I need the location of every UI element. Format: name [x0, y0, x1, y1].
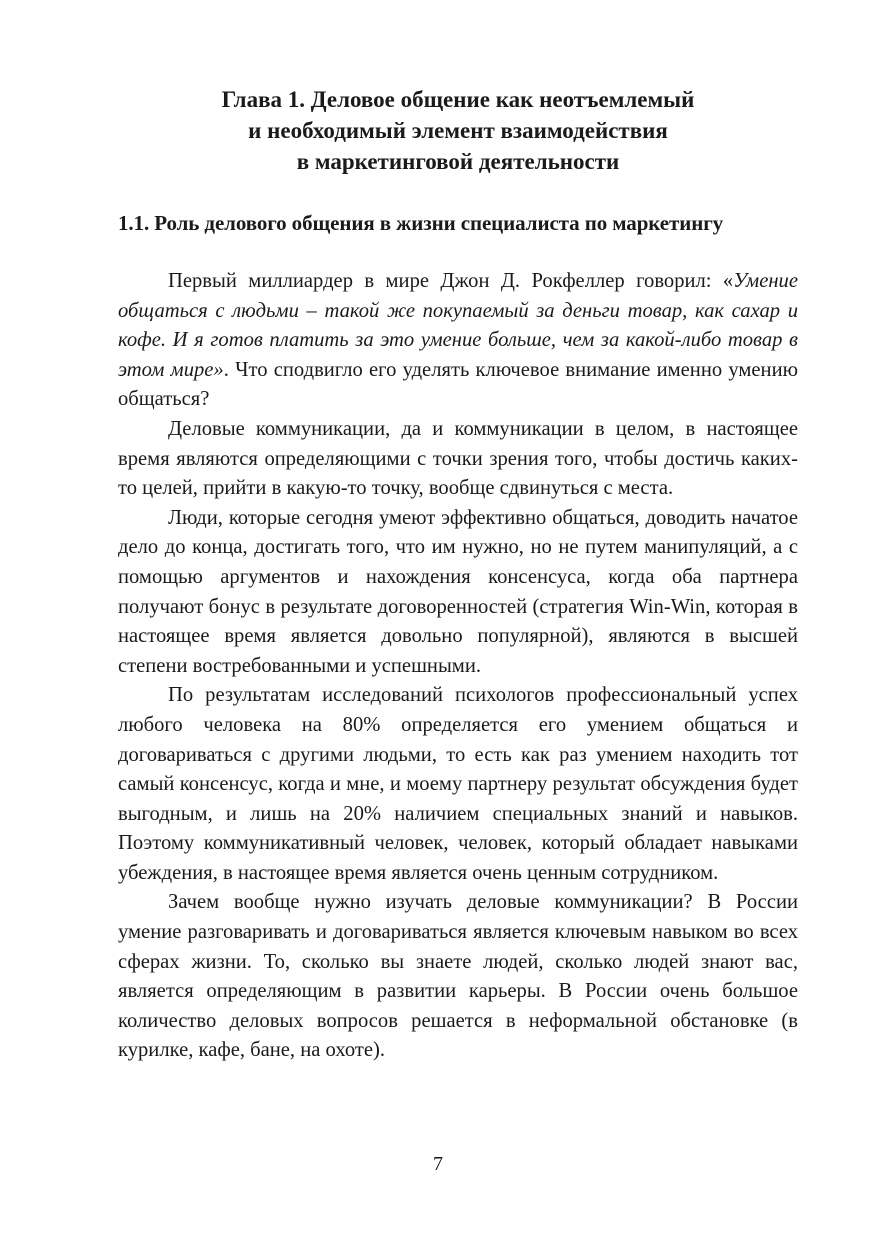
paragraph-1-tail: . Что сподвигло его уделять ключевое внимание именно умению общаться? — [118, 358, 798, 411]
body-text — [118, 267, 798, 1066]
chapter-title-line-2: и необходимый элемент взаимодействия — [248, 118, 668, 143]
chapter-title — [118, 84, 798, 177]
page-number: 7 — [433, 1153, 443, 1175]
paragraph-2: Деловые коммуникации, да и коммуникации в целом, в настоящее время являются определяющими с точки зрения того, чтобы достичь каких-то целей, прийти в какую-то точку, вообще сдвинуться с места. — [118, 417, 798, 500]
paragraph-5: Зачем вообще нужно изучать деловые коммуникации? В России умение разговаривать и договариваться является ключевым навыком во всех сферах жизни. То, сколько вы знаете людей, сколько людей знают вас, является определяющим в развитии карьеры. В России очень большое количество деловых вопросов решается в неформальной обстановке (в курилке, кафе, бане, на охоте). — [118, 891, 798, 1062]
chapter-title-line-3: в маркетинговой деятельности — [296, 149, 620, 174]
section-title: 1.1. Роль делового общения в жизни специалиста по маркетингу — [118, 211, 724, 235]
rockefeller-quote: Умение общаться с людьми – такой же покупаемый за деньги товар, как сахар и кофе. И я готов платить за это умение больше, чем за какой-либо товар в этом мире» — [118, 270, 798, 381]
paragraph-1 — [118, 267, 798, 415]
paragraph-1-lead: Первый миллиардер в мире Джон Д. Рокфеллер говорил: « — [168, 270, 734, 292]
chapter-title-line-1: Глава 1. Деловое общение как неотъемлемый — [221, 87, 695, 112]
paragraph-4: По результатам исследований психологов профессиональный успех любого человека на 80% определяется его умением общаться и договариваться с другими людьми, то есть как раз умением находить тот самый консенсус, когда и мне, и моему партнеру результат обсуждения будет выгодным, и лишь на 20% наличием специальных знаний и навыков. Поэтому коммуникативный человек, человек, который обладает навыками убеждения, в настоящее время является очень ценным сотрудником. — [118, 684, 798, 884]
paragraph-3: Люди, которые сегодня умеют эффективно общаться, доводить начатое дело до конца, достигать того, что им нужно, но не путем манипуляций, а с помощью аргументов и нахождения консенсуса, когда оба партнера получают бонус в результате договоренностей (стратегия Win-Win, которая в настоящее время является довольно популярной), являются в высшей степени востребованными и успешными. — [118, 506, 798, 677]
page-content — [118, 84, 798, 1066]
